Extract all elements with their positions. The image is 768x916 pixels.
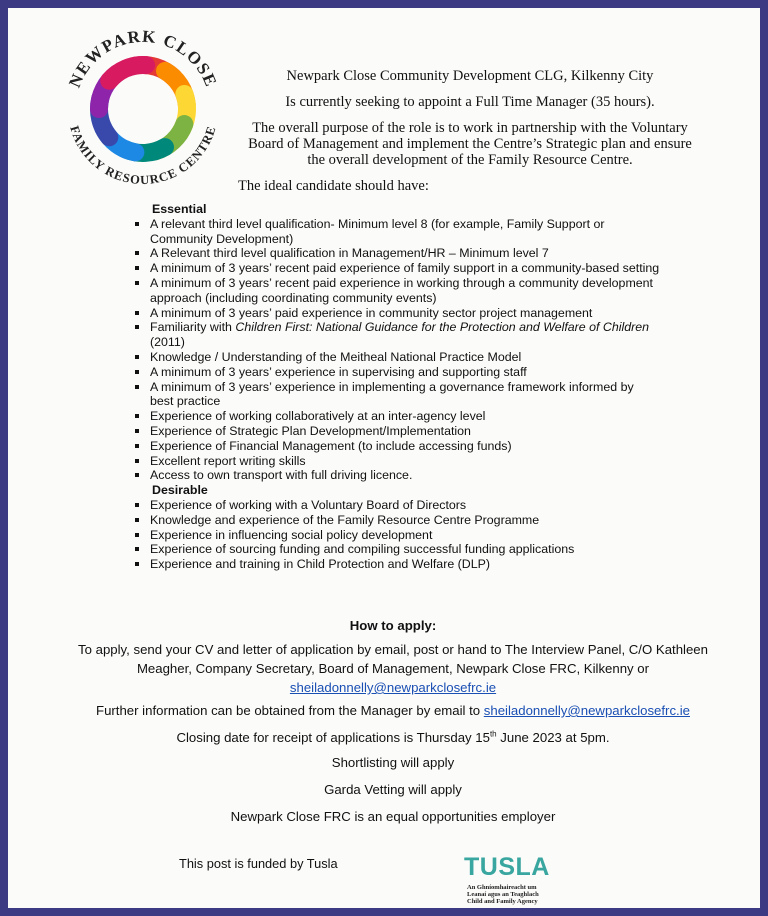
list-item: Excellent report writing skills	[120, 454, 660, 469]
list-item: Experience in influencing social policy development	[120, 528, 660, 543]
tusla-sub-line: An Ghníomhaireacht um	[467, 884, 537, 891]
list-item: A minimum of 3 years’ experience in supervising and supporting staff	[120, 365, 660, 380]
apply-text: To apply, send your CV and letter of application by email, post or hand to The Interview Panel, C/O Kathleen Meagher, Company Secretary, Board of Management, Newpark Close FRC, Kilkenny or	[78, 642, 708, 676]
logo-bottom-text: FAMILY RESOURCE CENTRE	[67, 124, 219, 188]
hands-ring	[99, 65, 187, 153]
essential-heading: Essential	[152, 202, 207, 216]
further-info	[68, 701, 718, 720]
role-purpose: The overall purpose of the role is to work in partnership with the Voluntary Board of Management and implement the Centre’s Strategic plan and ensure the overall development of the Family Resource Centre.	[248, 120, 692, 168]
further-info-text: Further information can be obtained from the Manager by email to	[96, 703, 484, 718]
list-item: A Relevant third level qualification in Management/HR – Minimum level 7	[120, 246, 660, 261]
list-item: Access to own transport with full driving licence.	[120, 468, 660, 483]
list-item: Experience and training in Child Protection and Welfare (DLP)	[120, 557, 660, 572]
list-item: Experience of working collaboratively at an inter-agency level	[120, 409, 660, 424]
list-item: Knowledge / Understanding of the Meitheal National Practice Model	[120, 350, 660, 365]
children-first-title: Children First: National Guidance for the Protection and Welfare of Children	[235, 320, 650, 335]
list-item: Experience of Financial Management (to include accessing funds)	[120, 439, 660, 454]
funded-by: This post is funded by Tusla	[179, 856, 338, 871]
how-to-apply-heading: How to apply:	[349, 618, 437, 633]
list-item: Experience of working with a Voluntary Board of Directors	[120, 498, 660, 513]
closing-date	[68, 728, 718, 747]
closing-date-rest: June 2023 at 5pm.	[496, 730, 610, 745]
list-item-familiarity	[120, 320, 660, 350]
list-item: A minimum of 3 years’ experience in implementing a governance framework informed by best practice	[120, 380, 660, 410]
essential-list	[120, 217, 660, 483]
advert-page	[8, 8, 760, 908]
list-item: A minimum of 3 years’ recent paid experience of family support in a community-based setting	[120, 261, 660, 276]
list-item: Experience of Strategic Plan Development/Implementation	[120, 424, 660, 439]
apply-instructions	[68, 640, 718, 697]
logo-top-text: NEWPARK CLOSE	[65, 26, 221, 91]
hand-segment	[109, 65, 146, 81]
org-name: Newpark Close Community Development CLG, Kilkenny City	[286, 68, 654, 84]
tusla-sub-line: Leanaí agus an Teaghlach	[467, 891, 539, 899]
desirable-list	[120, 498, 660, 572]
familiarity-suffix: (2011)	[150, 335, 185, 350]
email-link[interactable]: sheiladonnelly@newparkclosefrc.ie	[289, 680, 497, 695]
requirements	[120, 202, 660, 572]
closing-date-suffix: th	[489, 729, 497, 739]
shortlisting-note: Shortlisting will apply	[331, 755, 455, 770]
desirable-heading: Desirable	[152, 483, 208, 498]
vetting-note: Garda Vetting will apply	[324, 782, 462, 797]
list-item: Knowledge and experience of the Family Resource Centre Programme	[120, 513, 660, 528]
equal-opportunities: Newpark Close FRC is an equal opportunities employer	[230, 809, 556, 824]
tusla-wordmark: TUSLA	[464, 853, 550, 881]
tusla-sub-line: Child and Family Agency	[467, 898, 538, 906]
tusla-subtitle	[467, 884, 539, 906]
list-item: A relevant third level qualification- Minimum level 8 (for example, Family Support or Community Development)	[120, 217, 660, 247]
email-link-manager[interactable]: sheiladonnelly@newparkclosefrc.ie	[483, 703, 690, 718]
tusla-logo	[460, 854, 570, 908]
familiarity-prefix: Familiarity with	[150, 320, 236, 335]
list-item: Experience of sourcing funding and compiling successful funding applications	[120, 542, 660, 557]
position-title: Is currently seeking to appoint a Full Time Manager (35 hours).	[285, 94, 655, 110]
closing-date-text: Closing date for receipt of applications is Thursday 15	[176, 730, 490, 745]
ideal-candidate-heading: The ideal candidate should have:	[238, 178, 429, 194]
newpark-close-logo	[54, 20, 232, 198]
list-item: A minimum of 3 years’ recent paid experience in working through a community development approach (including coordinating community events)	[120, 276, 660, 306]
list-item: A minimum of 3 years’ paid experience in community sector project management	[120, 306, 660, 321]
